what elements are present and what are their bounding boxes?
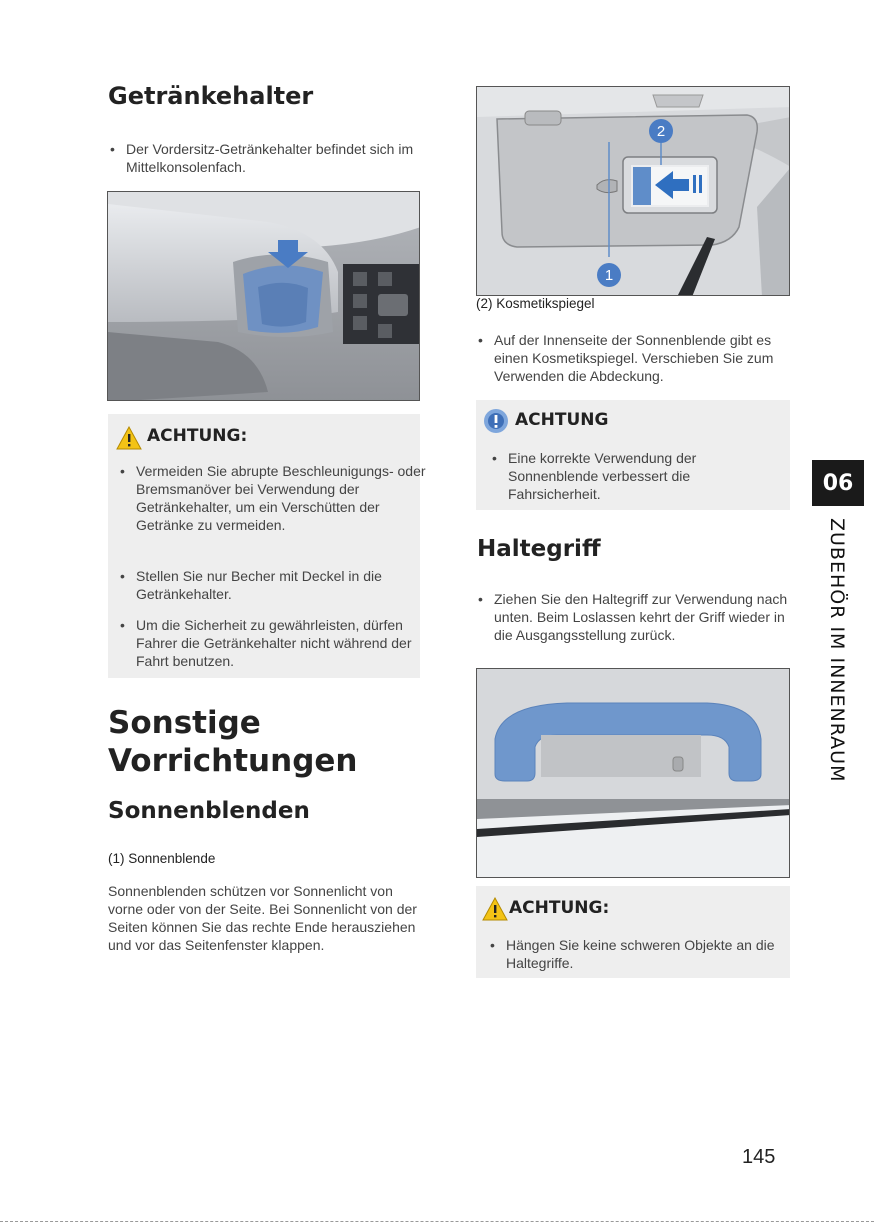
heading-haltegriff: Haltegriff: [477, 536, 601, 562]
sun-visor-illustration: [477, 87, 790, 296]
bullet-dot: •: [120, 568, 125, 584]
grab-handle-illustration: [477, 669, 790, 878]
callout-2: 2: [649, 119, 673, 143]
bullet-dot: •: [110, 141, 115, 157]
bullet-dot: •: [478, 591, 483, 607]
caption-kosmetikspiegel: (2) Kosmetikspiegel: [476, 296, 595, 311]
figure-sun-visor: [476, 86, 790, 296]
bullet-dot: •: [492, 450, 497, 466]
warning-title: ACHTUNG:: [509, 898, 610, 918]
bullet-text: Um die Sicherheit zu gewährleisten, dürfen Fahrer die Getränkehalter nicht während der Fahrt benutzen.: [136, 617, 412, 669]
info-icon: [483, 408, 509, 434]
warning-triangle-icon: [482, 897, 508, 921]
caption-sonnenblende: (1) Sonnenblende: [108, 851, 216, 866]
chapter-title-vertical: [822, 518, 850, 788]
heading-sonnenblenden: Sonnenblenden: [108, 798, 310, 824]
cup-holder-illustration: [108, 192, 420, 401]
bullet-text: Vermeiden Sie abrupte Beschleunigungs- oder Bremsmanöver bei Verwendung der Getränkehalter, um ein Verschütten der Getränke zu vermeiden.: [136, 463, 426, 533]
warning-bullet-1: [118, 462, 426, 534]
warning-bullet-3: [118, 616, 426, 670]
bullet-text: Der Vordersitz-Getränkehalter befindet sich im Mittelkonsolenfach.: [126, 141, 414, 175]
page-number: 145: [742, 1146, 776, 1168]
bullet-text: Stellen Sie nur Becher mit Deckel in die Getränkehalter.: [136, 568, 382, 602]
notice-title: ACHTUNG: [515, 410, 609, 430]
warning-triangle-icon: [116, 426, 142, 450]
warning-bullet-haltegriff: [488, 936, 791, 972]
heading-getraenkehalter: Getränkehalter: [108, 82, 314, 110]
callout-1: 1: [597, 263, 621, 287]
bullet-dot: •: [120, 463, 125, 479]
bullet-dot: •: [490, 937, 495, 953]
warning-title: ACHTUNG:: [147, 426, 248, 446]
paragraph-sonnenblenden: Sonnenblenden schützen vor Sonnenlicht von vorne oder von der Seite. Bei Sonnenlicht von der Seiten können Sie das rechte Ende herausziehen und vor das Seitenfenster klappen.: [108, 883, 417, 953]
bullet-dot: •: [478, 332, 483, 348]
warning-bullet-2: [118, 567, 426, 603]
chapter-number-tab: 06: [812, 460, 864, 506]
page-bottom-rule: [0, 1221, 874, 1222]
bullet-text: Hängen Sie keine schweren Objekte an die Haltegriffe.: [506, 937, 775, 971]
figure-grab-handle: [476, 668, 790, 878]
chapter-title-text: ZUBEHÖR IM INNENRAUM: [826, 518, 848, 783]
figure-cup-holder: [107, 191, 420, 401]
bullet-getraenkehalter-location: [108, 140, 446, 176]
heading-sonstige-vorrichtungen: Sonstige Vorrichtungen: [108, 705, 358, 779]
bullet-haltegriff: [476, 590, 804, 644]
bullet-kosmetikspiegel: [476, 331, 804, 385]
bullet-text: Eine korrekte Verwendung der Sonnenblende verbessert die Fahrsicherheit.: [508, 450, 697, 502]
bullet-text: Auf der Innenseite der Sonnenblende gibt es einen Kosmetikspiegel. Verschieben Sie zum Verwenden die Abdeckung.: [494, 332, 774, 384]
notice-bullet: [490, 449, 778, 503]
bullet-text: Ziehen Sie den Haltegriff zur Verwendung nach unten. Beim Loslassen kehrt der Griff wieder in die Ausgangsstellung zurück.: [494, 591, 788, 643]
bullet-dot: •: [120, 617, 125, 633]
